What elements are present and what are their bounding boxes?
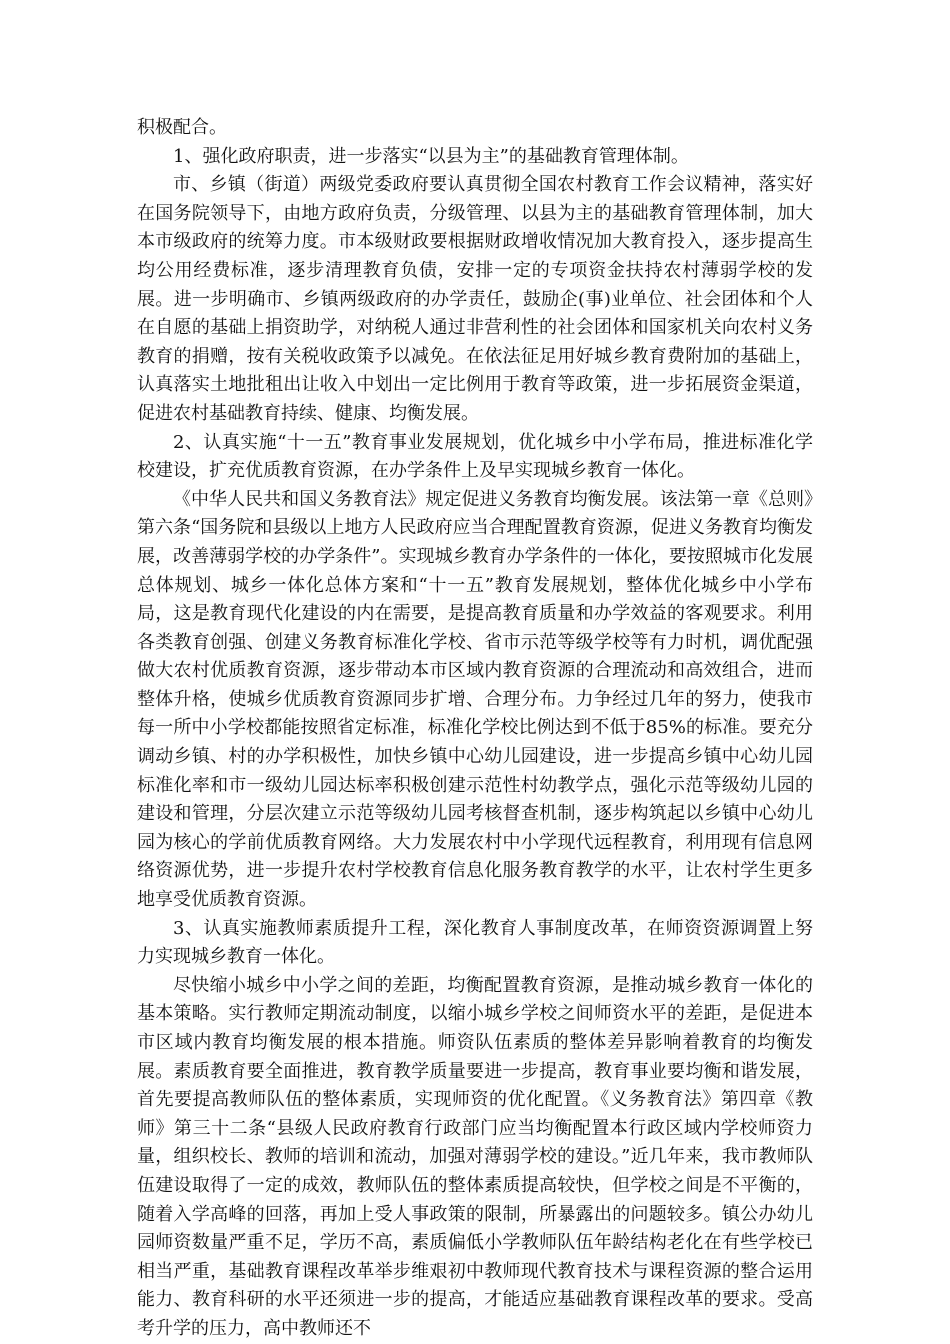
paragraph-item-3: 尽快缩小城乡中小学之间的差距，均衡配置教育资源，是推动城乡教育一体化的基本策略。实行教师定期流动制度，以缩小城乡学校之间师资水平的差距，是促进本市区域内教育均衡发展的根本措施。师资队伍素质的整体差异影响着教育的均衡发展。素质教育要全面推进，教育教学质量要进一步提高，教育事业要均衡和谐发展，首先要提高教师队伍的整体素质，实现师资的优化配置。《义务教育法》第四章《教师》第三十二条“县级人民政府教育行政部门应当均衡配置本行政区域内学校师资力量，组织校长、教师的培训和流动，加强对薄弱学校的建设。”近几年来，我市教师队伍建设取得了一定的成效，教师队伍的整体素质提高较快，但学校之间是不平衡的，随着入学高峰的回落，再加上受人事政策的限制，所暴露出的问题较多。镇公办幼儿园师资数量严重不足，学历不高，素质偏低小学教师队伍年龄结构老化在有些学校已相当严重，基础教育课程改革举步维艰初中教师现代教育技术与课程资源的整合运用能力、教育科研的水平还须进一步的提高，才能适应基础教育课程改革的要求。受高考升学的压力，高中教师还不 bbox=[137, 974, 813, 1339]
heading-item-1: 1、强化政府职责，进一步落实“以县为主”的基础教育管理体制。 bbox=[173, 145, 689, 167]
paragraph-item-2: 《中华人民共和国义务教育法》规定促进义务教育均衡发展。该法第一章《总则》第六条“国务院和县级以上地方人民政府应当合理配置教育资源，促进义务教育均衡发展，改善薄弱学校的办学条件”。实现城乡教育办学条件的一体化，要按照城市化发展总体规划、城乡一体化总体方案和“十一五”教育发展规划，整体优化城乡中小学布局，这是教育现代化建设的内在需要，是提高教育质量和办学效益的客观要求。利用各类教育创强、创建义务教育标准化学校、省市示范等级学校等有力时机，调优配强做大农村优质教育资源，逐步带动本市区域内教育资源的合理流动和高效组合，进而整体升格，使城乡优质教育资源同步扩增、合理分布。力争经过几年的努力，使我市每一所中小学校都能按照省定标准，标准化学校比例达到不低于85%的标准。要充分调动乡镇、村的办学积极性，加快乡镇中心幼儿园建设，进一步提高乡镇中心幼儿园标准化率和市一级幼儿园达标率积极创建示范性村幼教学点，强化示范等级幼儿园的建设和管理，分层次建立示范等级幼儿园考核督查机制，逐步构筑起以乡镇中心幼儿园为核心的学前优质教育网络。大力发展农村中小学现代远程教育，利用现有信息网络资源优势，进一步提升农村学校教育信息化服务教育教学的水平，让农村学生更多地享受优质教育资源。 bbox=[137, 488, 813, 911]
heading-item-2: 2、认真实施“十一五”教育事业发展规划，优化城乡中小学布局，推进标准化学校建设，扩充优质教育资源，在办学条件上及早实现城乡教育一体化。 bbox=[137, 431, 813, 482]
heading-item-3: 3、认真实施教师素质提升工程，深化教育人事制度改革，在师资资源调置上努力实现城乡教育一体化。 bbox=[137, 917, 813, 968]
paragraph-continuation: 积极配合。 bbox=[137, 117, 227, 138]
document-body bbox=[137, 114, 813, 1344]
paragraph-item-1: 市、乡镇（街道）两级党委政府要认真贯彻全国农村教育工作会议精神，落实好在国务院领导下，由地方政府负责，分级管理、以县为主的基础教育管理体制，加大本市级政府的统筹力度。市本级财政要根据财政增收情况加大教育投入，逐步提高生均公用经费标准，逐步清理教育负债，安排一定的专项资金扶持农村薄弱学校的发展。进一步明确市、乡镇两级政府的办学责任，鼓励企(事)业单位、社会团体和个人在自愿的基础上捐资助学，对纳税人通过非营利性的社会团体和国家机关向农村义务教育的捐赠，按有关税收政策予以减免。在依法征足用好城乡教育费附加的基础上，认真落实土地批租出让收入中划出一定比例用于教育等政策，进一步拓展资金渠道，促进农村基础教育持续、健康、均衡发展。 bbox=[137, 174, 813, 424]
